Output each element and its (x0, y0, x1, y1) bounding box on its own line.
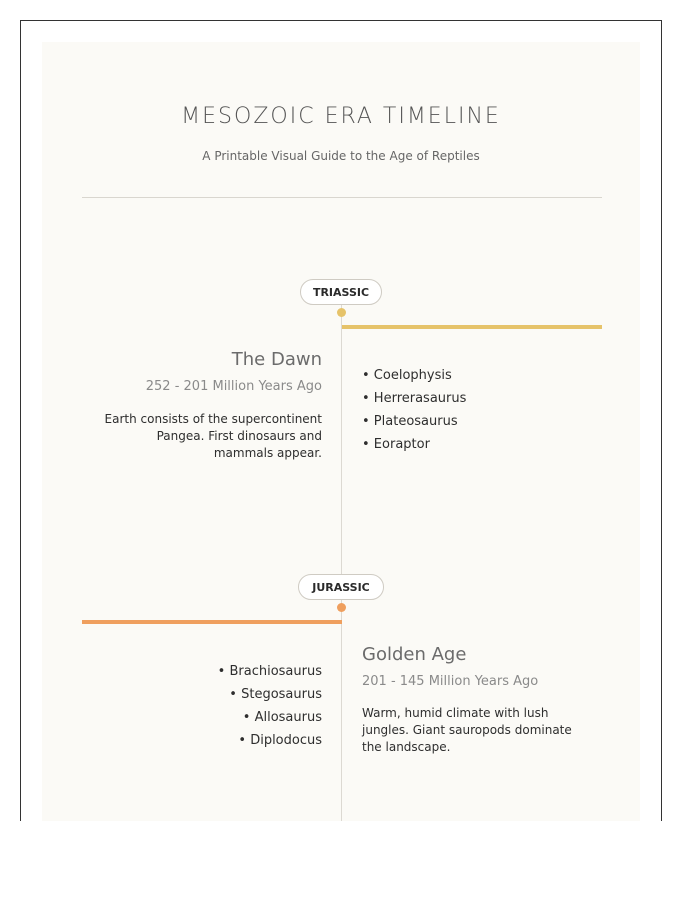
period-badge-triassic: TRIASSIC (300, 279, 382, 305)
list-item: • Coelophysis (362, 368, 452, 383)
list-item: • Stegosaurus (229, 687, 322, 702)
period-bar-jurassic (82, 620, 342, 624)
header-divider (82, 197, 602, 198)
period-badge-jurassic: JURASSIC (298, 574, 384, 600)
page-subtitle: A Printable Visual Guide to the Age of Reptiles (202, 149, 480, 163)
era-description-jurassic: Warm, humid climate with lush jungles. Giant sauropods dominate the landscape. (362, 706, 572, 754)
era-description-triassic: Earth consists of the supercontinent Pangea. First dinosaurs and mammals appear. (104, 412, 322, 460)
list-item: • Allosaurus (242, 710, 322, 725)
list-item: • Herrerasaurus (362, 391, 467, 406)
timeline-dot-triassic (337, 308, 346, 317)
timeline-dot-jurassic (337, 603, 346, 612)
page-title: MESOZOIC ERA TIMELINE (181, 104, 501, 129)
printable-sheet (42, 42, 640, 821)
era-range-triassic: 252 - 201 Million Years Ago (145, 379, 322, 394)
list-item: • Plateosaurus (362, 414, 458, 429)
era-range-jurassic: 201 - 145 Million Years Ago (362, 674, 539, 689)
period-bar-triassic (342, 325, 602, 329)
list-item: • Brachiosaurus (217, 664, 322, 679)
era-title-jurassic: Golden Age (362, 644, 467, 665)
era-title-triassic: The Dawn (231, 349, 322, 370)
dinosaur-list-jurassic (102, 660, 322, 752)
page-frame (20, 20, 662, 821)
list-item: • Diplodocus (238, 733, 322, 748)
dinosaur-list-triassic (362, 364, 582, 456)
list-item: • Eoraptor (362, 437, 430, 452)
timeline-spine (341, 282, 342, 821)
